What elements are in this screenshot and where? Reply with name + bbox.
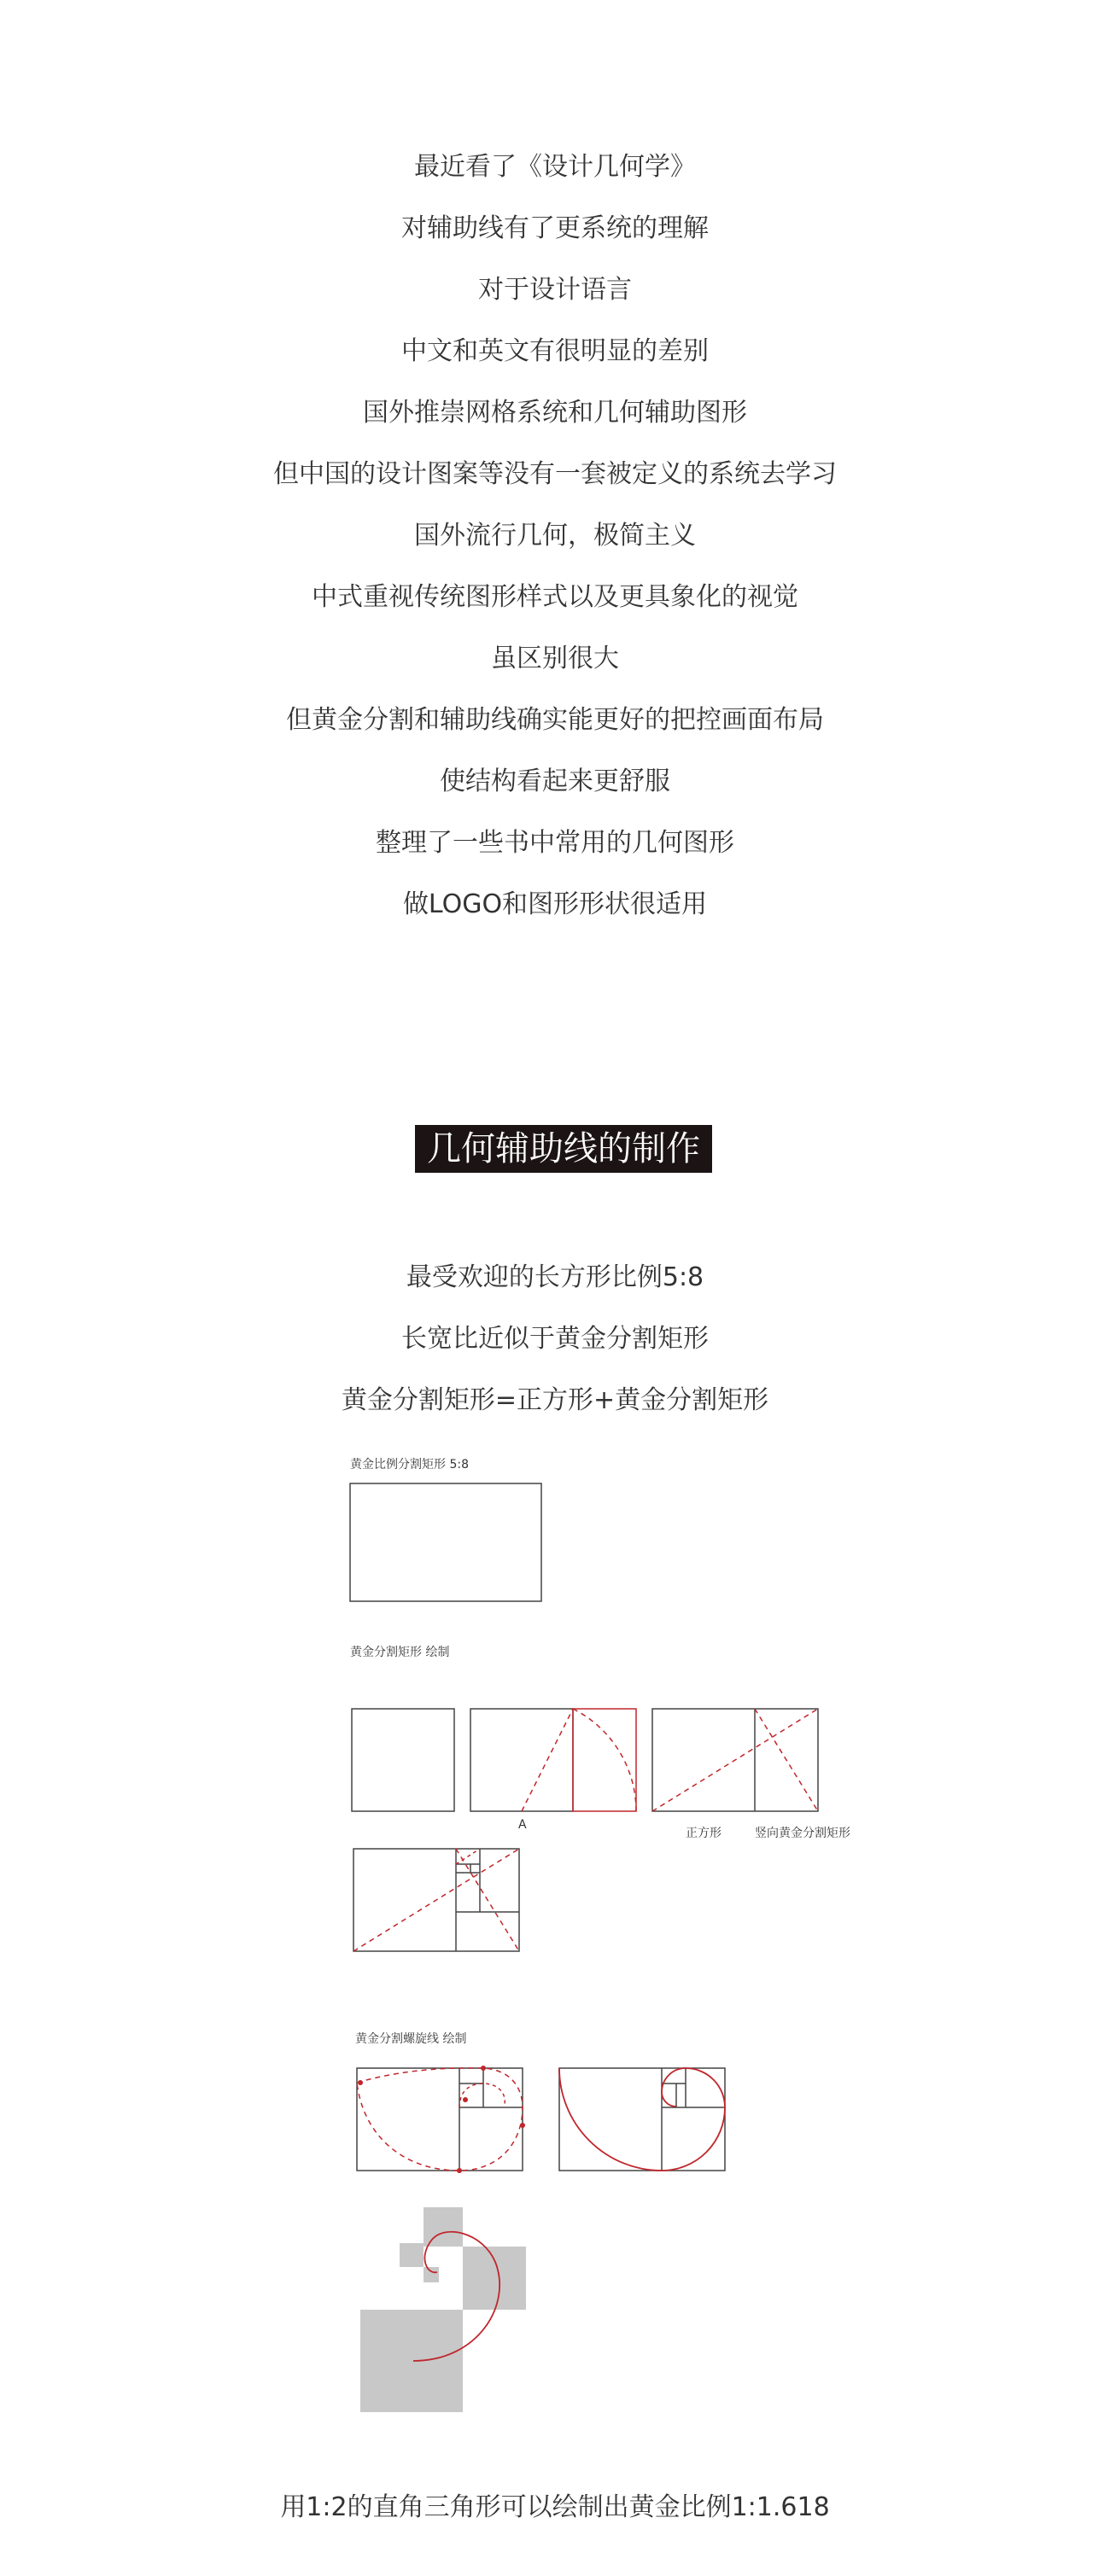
section-title: 几何辅助线的制作	[415, 1125, 712, 1173]
sub-line: 最受欢迎的长方形比例5:8	[406, 1262, 704, 1292]
arc-construction-step	[470, 1709, 636, 1832]
sub-line: 长宽比近似于黄金分割矩形	[401, 1324, 709, 1354]
label-vertical: 竖向黄金分割矩形	[755, 1827, 850, 1840]
intro-line: 对于设计语言	[478, 275, 632, 305]
caption-draw: 黄金分割矩形 绘制	[350, 1646, 450, 1659]
intro-line: 但黄金分割和辅助线确实能更好的把控画面布局	[286, 705, 824, 735]
intro-line: 国外推崇网格系统和几何辅助图形	[363, 398, 747, 428]
intro-text-block	[0, 137, 1110, 935]
caption-ratio: 黄金比例分割矩形 5:8	[350, 1458, 469, 1472]
spiral-solid	[559, 2068, 725, 2171]
intro-line: 中文和英文有很明显的差别	[401, 336, 709, 366]
intro-line: 做LOGO和图形形状很适用	[402, 889, 708, 919]
intro-line: 中式重视传统图形样式以及更具象化的视觉	[312, 582, 798, 612]
intro-line: 最近看了《设计几何学》	[414, 152, 696, 182]
intro-line: 虽区别很大	[491, 644, 619, 673]
label-square: 正方形	[686, 1827, 722, 1840]
gray-squares-spiral	[360, 2207, 526, 2412]
intro-line: 使结构看起来更舒服	[440, 766, 670, 796]
nested-golden-rectangles	[353, 1849, 519, 1951]
spiral-dashed-construction	[357, 2066, 525, 2173]
intro-line: 国外流行几何，极简主义	[414, 521, 696, 551]
intro-line: 对辅助线有了更系统的理解	[401, 213, 709, 243]
label-a: A	[518, 1818, 527, 1832]
diagonal-step	[652, 1709, 850, 1840]
golden-ratio-diagram	[0, 1451, 1110, 2433]
sub-text-block	[0, 1247, 1110, 1431]
sub-line: 黄金分割矩形=正方形+黄金分割矩形	[341, 1385, 769, 1415]
caption-spiral: 黄金分割螺旋线 绘制	[355, 2032, 467, 2046]
intro-line: 但中国的设计图案等没有一套被定义的系统去学习	[273, 459, 837, 489]
bottom-caption: 用1:2的直角三角形可以绘制出黄金比例1:1.618	[280, 2492, 830, 2522]
square-step	[352, 1709, 454, 1811]
ratio-rectangle	[350, 1483, 541, 1601]
intro-line: 整理了一些书中常用的几何图形	[376, 828, 734, 858]
